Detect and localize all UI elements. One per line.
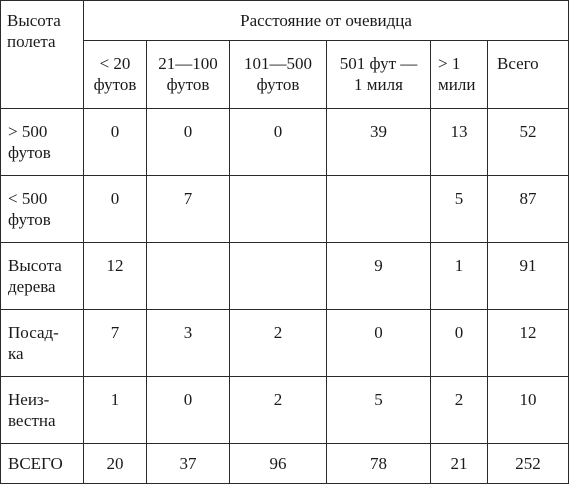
table-cell (230, 243, 327, 310)
row-label-line-1: < 500 (8, 188, 48, 208)
table-cell: 7 (84, 310, 147, 377)
column-header-gt1mile-line-2: мили (438, 74, 476, 94)
row-label-line-1: Высота (8, 256, 62, 275)
table-cell: 12 (84, 243, 147, 310)
table-cell: 52 (488, 108, 569, 175)
total-cell: 20 (84, 444, 147, 484)
table-row (1, 377, 569, 444)
row-label (1, 243, 84, 310)
table-cell: 91 (488, 243, 569, 310)
column-header-21-100-line-2: футов (166, 74, 210, 94)
distance-header: Расстояние от очевидца (84, 1, 569, 41)
table-cell: 12 (488, 310, 569, 377)
table-cell (147, 243, 230, 310)
column-header-501-1mile (327, 40, 431, 108)
total-cell: 96 (230, 444, 327, 484)
table-cell: 0 (147, 377, 230, 444)
row-label-line-2: футов (8, 142, 51, 162)
row-label-line-1: ВСЕГО (8, 454, 63, 474)
column-header-21-100 (147, 40, 230, 108)
row-label-line-2: дерева (8, 277, 56, 296)
table-row (1, 175, 569, 242)
table-cell: 5 (431, 175, 488, 242)
column-header-101-500 (230, 40, 327, 108)
column-header-101-500-line-1: 101—500 (244, 53, 312, 73)
table-cell: 0 (431, 310, 488, 377)
table-cell: 2 (431, 377, 488, 444)
table-row (1, 243, 569, 310)
row-label (1, 310, 84, 377)
corner-header (1, 1, 84, 109)
column-header-lt20-line-1: < 20 (99, 53, 131, 73)
table-cell: 3 (147, 310, 230, 377)
table-cell: 0 (327, 310, 431, 377)
totals-row (1, 444, 569, 484)
column-header-lt20 (84, 40, 147, 108)
table-cell: 0 (230, 108, 327, 175)
total-cell: 37 (147, 444, 230, 484)
column-header-21-100-line-1: 21—100 (158, 53, 218, 73)
row-label-line-1: Неиз- (8, 390, 50, 410)
header-row-sub (1, 40, 569, 108)
column-header-gt1mile-line-1: > 1 (438, 53, 461, 73)
total-cell: 78 (327, 444, 431, 484)
table-cell: 1 (431, 243, 488, 310)
header-row-main (1, 1, 569, 41)
table-cell: 2 (230, 377, 327, 444)
table-cell (230, 175, 327, 242)
column-header-101-500-line-2: футов (256, 74, 300, 94)
row-label (1, 444, 84, 484)
table-cell (327, 175, 431, 242)
table-cell: 1 (84, 377, 147, 444)
row-label-line-1: Посад- (8, 323, 59, 343)
table-cell: 13 (431, 108, 488, 175)
table-cell: 0 (147, 108, 230, 175)
total-cell: 252 (488, 444, 569, 484)
column-header-501-1mile-line-2: 1 миля (354, 74, 403, 94)
corner-header-line-2: полета (7, 32, 56, 51)
table-cell: 39 (327, 108, 431, 175)
column-header-total-line-1: Всего (497, 53, 539, 73)
total-cell: 21 (431, 444, 488, 484)
table-cell: 0 (84, 175, 147, 242)
table-cell: 5 (327, 377, 431, 444)
row-label-line-1: > 500 (8, 121, 48, 141)
column-header-gt1mile (431, 40, 488, 108)
row-label-line-2: вестна (8, 411, 56, 431)
row-label-line-2: футов (8, 209, 51, 229)
corner-header-line-1: Высота (7, 11, 61, 30)
table-cell: 0 (84, 108, 147, 175)
table-cell: 2 (230, 310, 327, 377)
row-label (1, 108, 84, 175)
column-header-501-1mile-line-1: 501 фут — (339, 53, 418, 73)
table-cell: 9 (327, 243, 431, 310)
table-row (1, 108, 569, 175)
column-header-lt20-line-2: футов (93, 74, 137, 94)
table-cell: 7 (147, 175, 230, 242)
table-cell: 87 (488, 175, 569, 242)
row-label (1, 377, 84, 444)
table-row (1, 310, 569, 377)
row-label (1, 175, 84, 242)
row-label-line-2: ка (8, 344, 24, 364)
column-header-total (488, 40, 569, 108)
table-cell: 10 (488, 377, 569, 444)
